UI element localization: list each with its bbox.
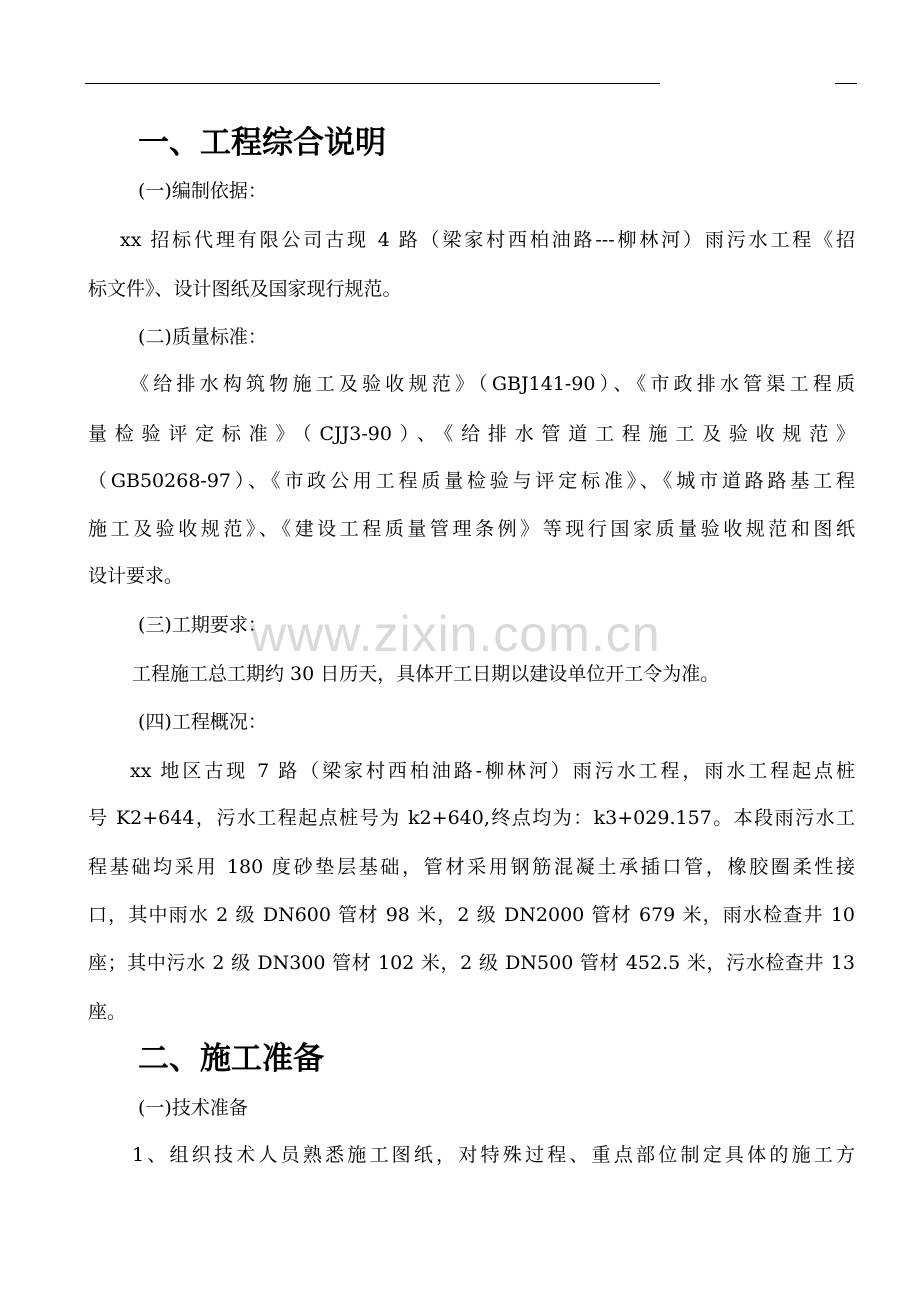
paragraph-line: 号 K2+644，污水工程起点桩号为 k2+640,终点均为：k3+029.157。本段雨污水工 [88,807,855,829]
watermark: www.zixin.com.cn [250,606,661,662]
header-rule [85,83,660,84]
paragraph-line: 施工及验收规范》、《建设工程质量管理条例》等现行国家质量验收规范和图纸 [88,518,855,540]
paragraph-line: 口，其中雨水 2 级 DN600 管材 98 米，2 级 DN2000 管材 679 米，雨水检查井 10 [88,904,855,926]
paragraph-line: 工程施工总工期约 30 日历天，具体开工日期以建设单位开工令为准。 [132,663,720,685]
paragraph-line: （GB50268-97）、《市政公用工程质量检验与评定标准》、《城市道路路基工程 [88,470,855,492]
section-heading: 二、施工准备 [138,1041,324,1077]
subheading: (三)工期要求： [138,614,267,636]
paragraph-line: 量检验评定标准》（CJJ3-90）、《给排水管道工程施工及验收规范》 [88,423,855,445]
paragraph-line: 程基础均采用 180 度砂垫层基础，管材采用钢筋混凝土承插口管，橡胶圈柔性接 [88,856,855,878]
paragraph-line: xx 招标代理有限公司古现 4 路（梁家村西柏油路---柳林河）雨污水工程《招 [120,229,855,251]
paragraph-line: 《给排水构筑物施工及验收规范》（GBJ141-90）、《市政排水管渠工程质 [130,373,855,395]
subheading: (一)技术准备 [138,1097,248,1119]
subheading: (一)编制依据： [138,180,267,202]
paragraph-line: 标文件》、设计图纸及国家现行规范。 [88,278,402,300]
subheading: (二)质量标准： [138,326,267,348]
paragraph-line: xx 地区古现 7 路（梁家村西柏油路-柳林河）雨污水工程，雨水工程起点桩 [130,760,855,782]
paragraph-line: 座；其中污水 2 级 DN300 管材 102 米，2 级 DN500 管材 452.5 米，污水检查井 13 [88,952,855,974]
paragraph-line: 1、组织技术人员熟悉施工图纸，对特殊过程、重点部位制定具体的施工方 [132,1144,855,1166]
paragraph-line: 设计要求。 [88,565,184,587]
paragraph-line: 座。 [88,1001,127,1023]
subheading: (四)工程概况： [138,711,267,733]
header-rule-short [835,83,857,84]
section-heading: 一、工程综合说明 [138,125,386,161]
